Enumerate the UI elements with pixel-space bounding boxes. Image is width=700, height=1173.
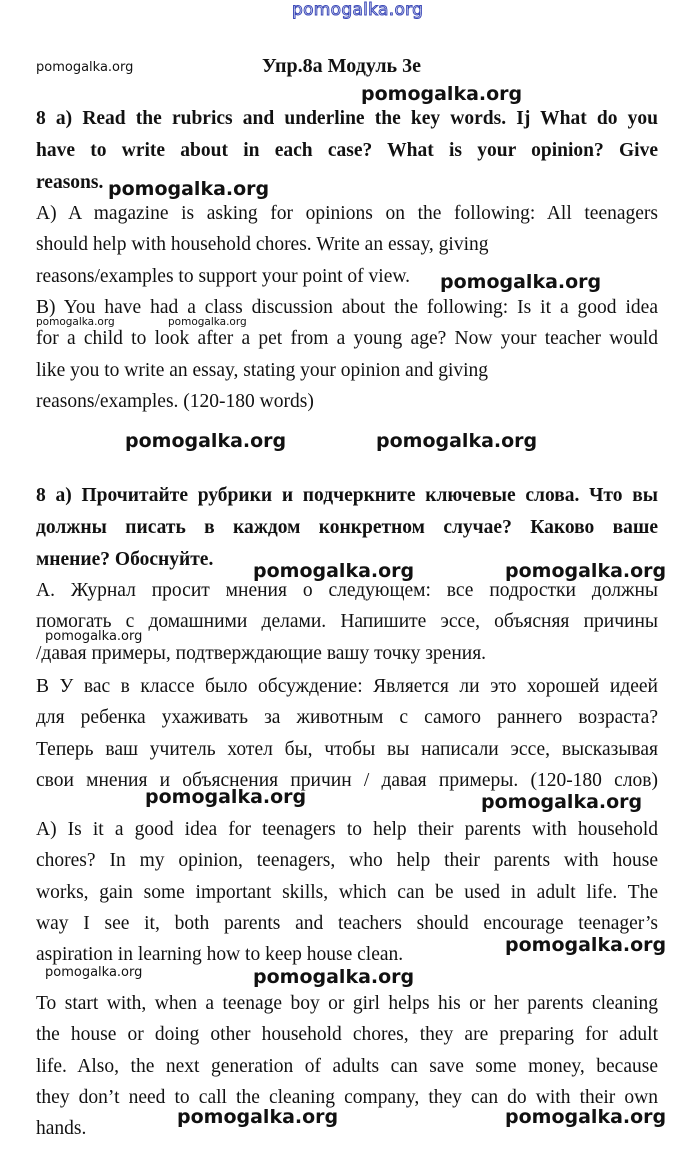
- rubric-b-en: [36, 292, 658, 417]
- rubric-b-en-line: reasons/examples. (120-180 words): [36, 390, 314, 412]
- task-en-line: have to write about in each case? What is your opinion? Give: [36, 140, 658, 161]
- rubric-a-en-line: A) A magazine is asking for opinions on the following: All teenagers: [36, 203, 658, 224]
- watermark: pomogalka.org: [36, 316, 115, 328]
- rubric-b-ru-line: Теперь ваш учитель хотел бы, чтобы вы написали эссе, высказывая: [36, 738, 658, 760]
- watermark: pomogalka.org: [505, 934, 667, 956]
- site-watermark-header: pomogalka.org: [292, 0, 424, 20]
- answer-line: A) Is it a good idea for teenagers to help their parents with household: [36, 819, 658, 840]
- watermark: pomogalka.org: [45, 629, 143, 644]
- watermark: pomogalka.org: [376, 430, 538, 452]
- rubric-a-ru-line: помогать с домашними делами. Напишите эссе, объясняя причины: [36, 611, 658, 633]
- watermark: pomogalka.org: [253, 560, 415, 582]
- watermark: pomogalka.org: [45, 965, 143, 980]
- watermark: pomogalka.org: [145, 786, 307, 808]
- rubric-a-en-line: reasons/examples to support your point of view.: [36, 265, 411, 287]
- rubric-b-ru-line: для ребенка ухаживать за животным с самого раннего возраста?: [36, 707, 658, 729]
- answer-line: chores? In my opinion, teenagers, who help their parents with house: [36, 850, 658, 872]
- watermark: pomogalka.org: [168, 316, 247, 328]
- rubric-b-en-line: B) You have had a class discussion about the following: Is it a good idea: [36, 297, 658, 318]
- watermark: pomogalka.org: [361, 83, 523, 105]
- watermark: pomogalka.org: [440, 271, 602, 293]
- rubric-b-ru-line: В У вас в классе было обсуждение: Является ли это хорошей идеей: [36, 676, 658, 697]
- rubric-b-ru-line: свои мнения и объяснения причин / давая примеры. (120-180 слов): [36, 769, 658, 791]
- watermark: pomogalka.org: [505, 1106, 667, 1128]
- answer-line: aspiration in learning how to keep house clean.: [36, 944, 404, 966]
- task-en-line: 8 a) Read the rubrics and underline the key words. Ij What do you: [36, 108, 658, 129]
- rubric-a-ru: [36, 575, 658, 669]
- task-en-line: reasons.: [36, 172, 104, 193]
- task-ru-line: должны писать в каждом конкретном случае? Каково ваше: [36, 517, 658, 538]
- watermark: pomogalka.org: [505, 560, 667, 582]
- answer-line: life. Also, the next generation of adults can save some money, because: [36, 1055, 658, 1077]
- watermark: pomogalka.org: [125, 430, 287, 452]
- rubric-a-ru-line: /давая примеры, подтверждающие вашу точку зрения.: [36, 642, 487, 664]
- answer-line: the house or doing other household chores, they are preparing for adult: [36, 1024, 658, 1046]
- task-ru-line: 8 а) Прочитайте рубрики и подчеркните ключевые слова. Что вы: [36, 485, 658, 506]
- watermark: pomogalka.org: [177, 1106, 339, 1128]
- task-ru-line: мнение? Обоснуйте.: [36, 549, 214, 570]
- answer-line: they don’t need to call the cleaning company, they can do with their own: [36, 1086, 658, 1108]
- watermark: pomogalka.org: [253, 966, 415, 988]
- page-title: Упр.8а Модуль 3е: [262, 55, 422, 77]
- rubric-b-en-line: like you to write an essay, stating your opinion and giving: [36, 359, 489, 381]
- rubric-b-en-line: for a child to look after a pet from a young age? Now your teacher would: [36, 328, 658, 350]
- watermark: pomogalka.org: [481, 791, 643, 813]
- answer-line: hands.: [36, 1118, 87, 1140]
- rubric-b-ru: [36, 671, 658, 796]
- answer-line: To start with, when a teenage boy or girl helps his or her parents cleaning: [36, 993, 658, 1014]
- answer-line: way I see it, both parents and teachers should encourage teenager’s: [36, 912, 658, 934]
- answer-line: works, gain some important skills, which can be used in adult life. The: [36, 881, 658, 903]
- watermark: pomogalka.org: [108, 178, 270, 200]
- rubric-a-ru-line: А. Журнал просит мнения о следующем: все подростки должны: [36, 580, 658, 601]
- watermark: pomogalka.org: [36, 60, 134, 75]
- rubric-a-en-line: should help with household chores. Write an essay, giving: [36, 234, 489, 256]
